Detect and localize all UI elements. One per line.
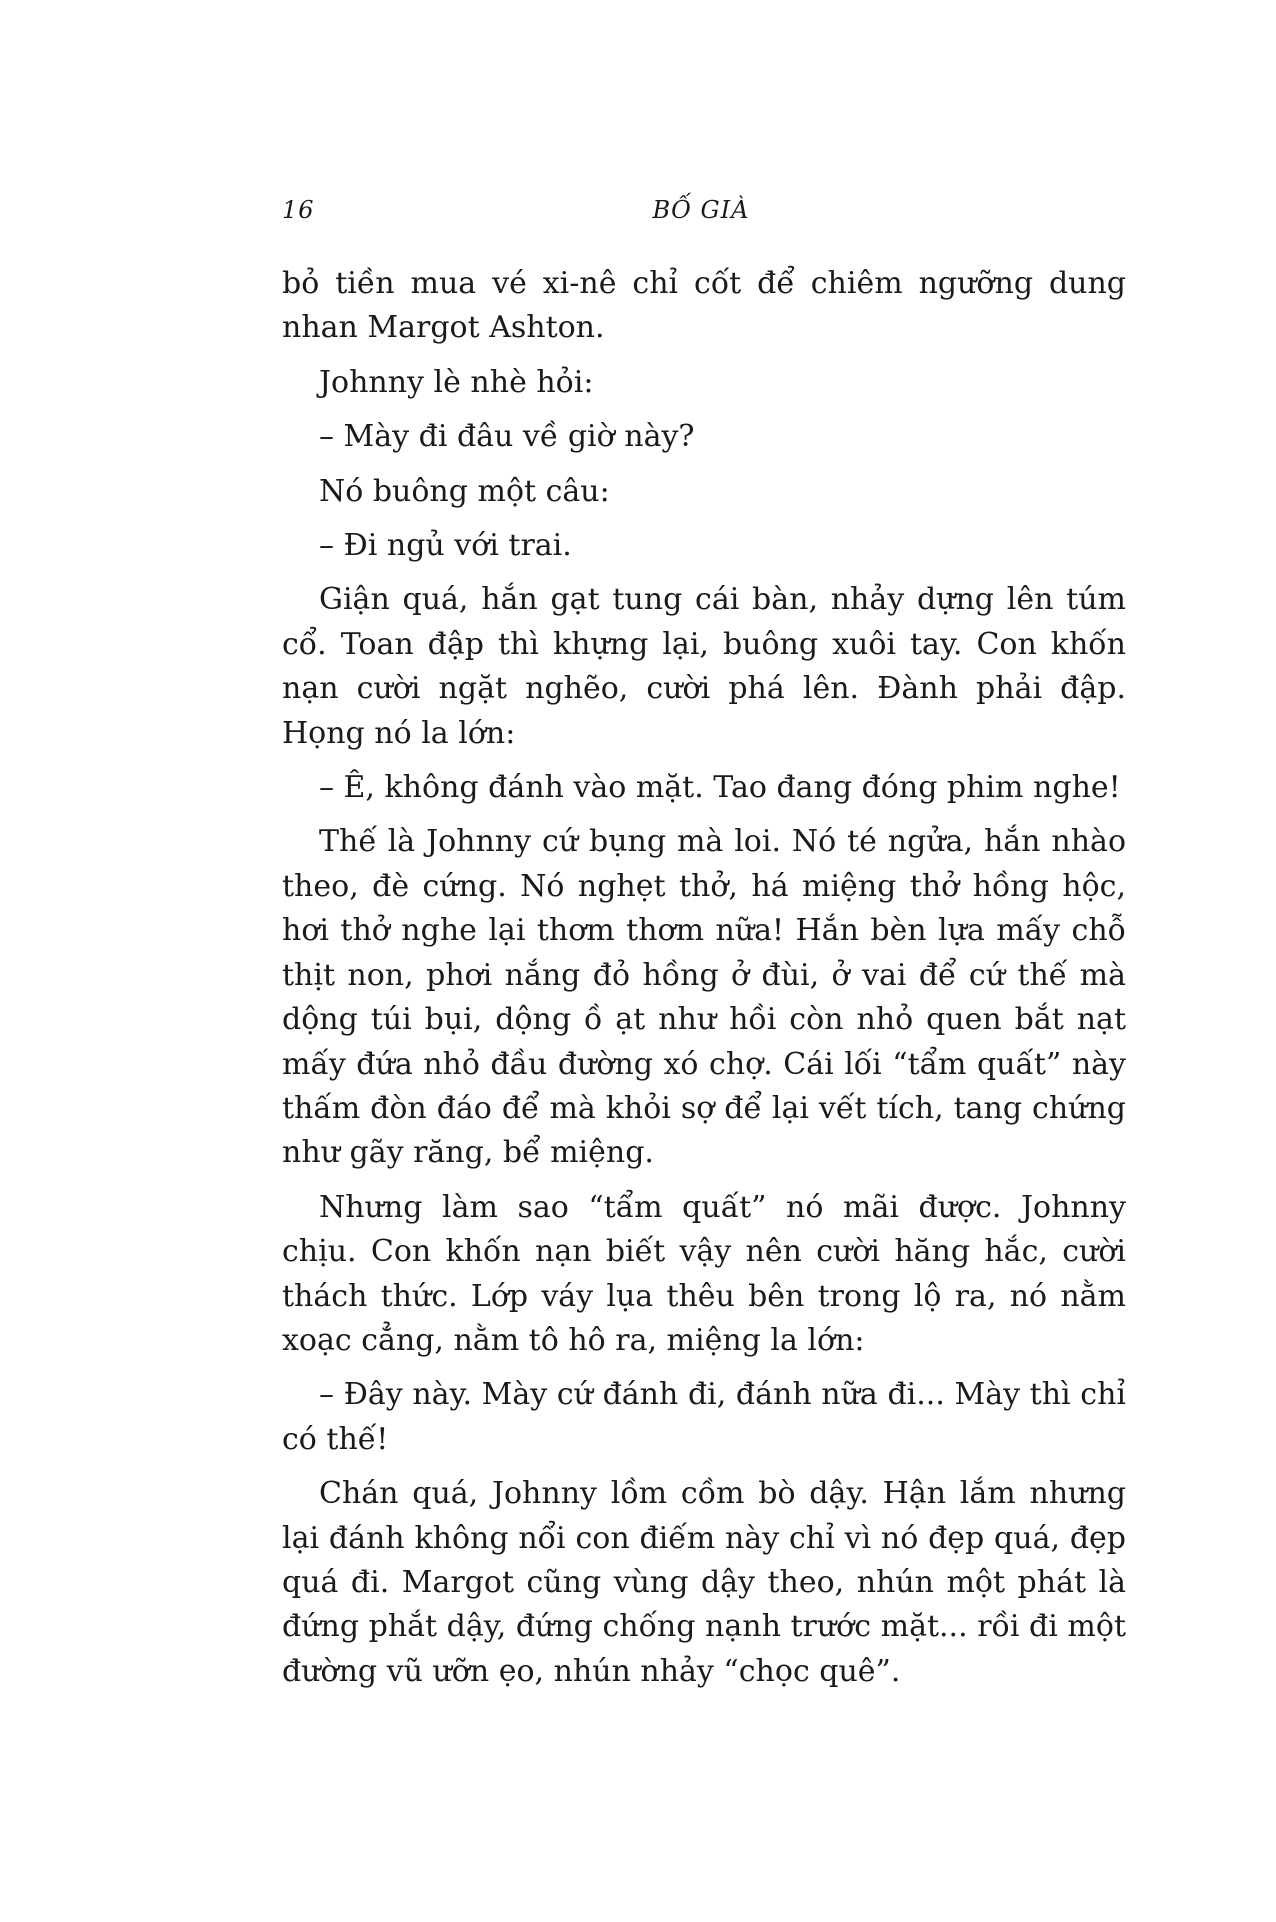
page-header: [282, 196, 1112, 236]
paragraph: – Mày đi đâu về giờ này?: [319, 419, 695, 455]
paragraph: – Đây này. Mày cứ đánh đi, đánh nữa đi... Mày thì chỉ có thế!: [282, 1377, 1126, 1457]
body-text: [282, 262, 1126, 1704]
paragraph: Chán quá, Johnny lồm cồm bò dậy. Hận lắm nhưng lại đánh không nổi con điếm này chỉ vì nó đẹp quá, đẹp quá đi. Margot cũng vùng dậy theo, nhún một phát là đứng phắt dậy, đứng chống nạnh trước mặt... rồi đi một đường vũ ưỡn ẹo, nhún nhảy “chọc quê”.: [282, 1476, 1126, 1689]
paragraph: bỏ tiền mua vé xi-nê chỉ cốt để chiêm ngưỡng dung nhan Margot Ashton.: [282, 266, 1126, 346]
paragraph: Johnny lè nhè hỏi:: [319, 364, 594, 400]
running-title: BỐ GIÀ: [652, 196, 750, 224]
paragraph: Nó buông một câu:: [319, 473, 610, 509]
paragraph: – Đi ngủ với trai.: [319, 528, 572, 564]
paragraph: Giận quá, hắn gạt tung cái bàn, nhảy dựng lên túm cổ. Toan đập thì khựng lại, buông xuôi tay. Con khốn nạn cười ngặt nghẽo, cười phá lên. Đành phải đập. Họng nó la lớn:: [282, 582, 1126, 751]
paragraph: – Ê, không đánh vào mặt. Tao đang đóng phim nghe!: [319, 770, 1121, 806]
paragraph: Thế là Johnny cứ bụng mà loi. Nó té ngửa, hắn nhào theo, đè cứng. Nó nghẹt thở, há miệng thở hồng hộc, hơi thở nghe lại thơm thơm nữa! Hắn bèn lựa mấy chỗ thịt non, phơi nắng đỏ hồng ở đùi, ở vai để cứ thế mà dộng túi bụi, dộng ồ ạt như hồi còn nhỏ quen bắt nạt mấy đứa nhỏ đầu đường xó chợ. Cái lối “tẩm quất” này thấm đòn đáo để mà khỏi sợ để lại vết tích, tang chứng như gãy răng, bể miệng.: [282, 824, 1126, 1171]
page-number: 16: [282, 196, 315, 224]
paragraph: Nhưng làm sao “tẩm quất” nó mãi được. Johnny chịu. Con khốn nạn biết vậy nên cười hăng hắc, cười thách thức. Lớp váy lụa thêu bên trong lộ ra, nó nằm xoạc cẳng, nằm tô hô ra, miệng la lớn:: [282, 1189, 1126, 1358]
